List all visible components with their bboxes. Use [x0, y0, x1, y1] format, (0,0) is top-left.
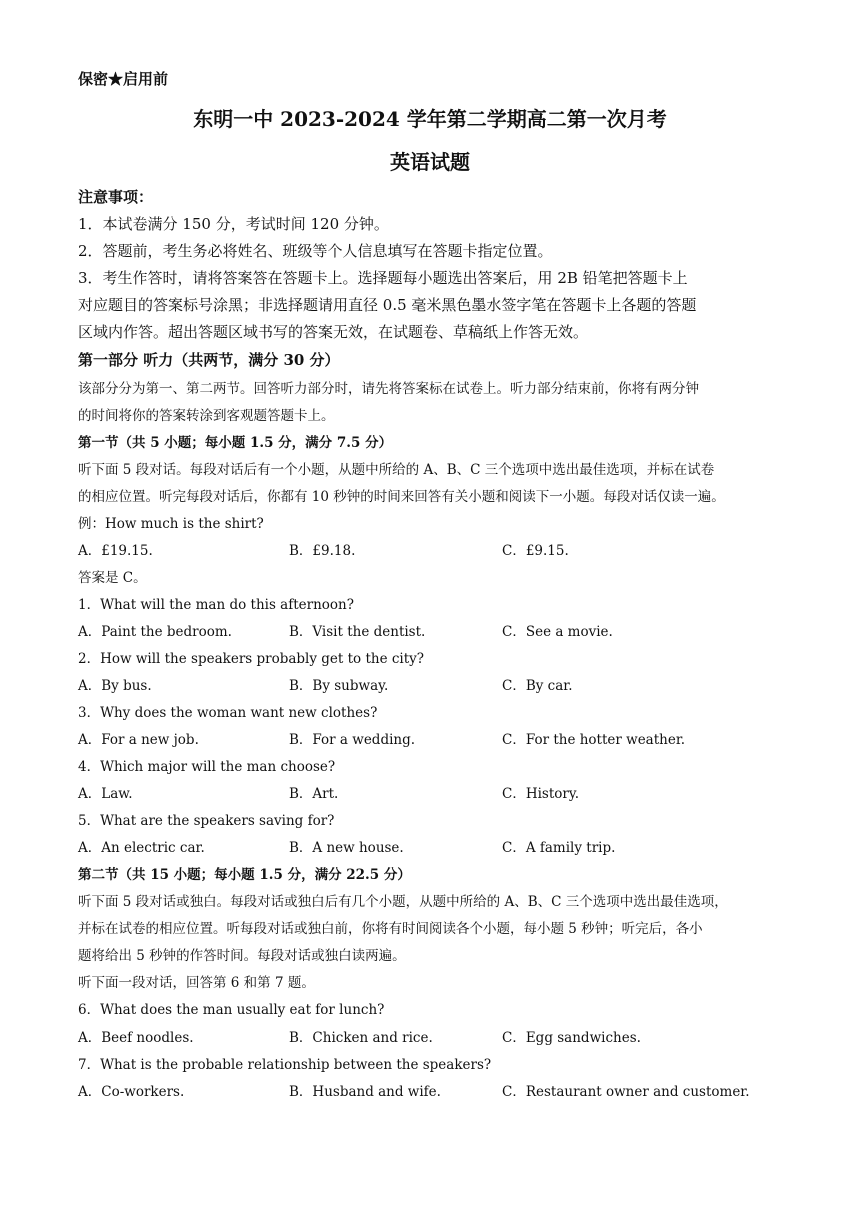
question-2-options: [78, 674, 798, 694]
section2-intro: 听下面 5 段对话或独白。每段对话或独白后有几个小题，从题中所给的 A、B、C 三个选项中选出最佳选项，: [78, 894, 728, 910]
question-3: 3．Why does the woman want new clothes?: [78, 705, 378, 721]
option-a: A．Law.: [78, 786, 133, 802]
confidential-mark: 保密★启用前: [78, 70, 169, 88]
option-b: B．Art.: [289, 786, 339, 802]
option-a: A．Co-workers.: [78, 1084, 185, 1100]
notice-line: 对应题目的答案标号涂黑；非选择题请用直径 0.5 毫米黑色墨水签字笔在答题卡上各题的答题: [78, 296, 697, 314]
option-c: C．By car.: [502, 678, 573, 694]
option-a: A．For a new job.: [78, 732, 199, 748]
option-a: A．By bus.: [78, 678, 152, 694]
section2-intro: 并标在试卷的相应位置。听每段对话或独白前，你将有时间阅读各个小题，每小题 5 秒钟；听完后，各小: [78, 921, 703, 937]
example-question: 例：How much is the shirt?: [78, 516, 264, 532]
question-2: 2．How will the speakers probably get to the city?: [78, 651, 425, 667]
part1-intro: 的时间将你的答案转涂到客观题答题卡上。: [78, 408, 335, 424]
option-b: B．A new house.: [289, 840, 404, 856]
option-b: B．£9.18.: [289, 543, 356, 559]
part1-intro: 该部分分为第一、第二两节。回答听力部分时，请先将答案标在试卷上。听力部分结束前，你将有两分钟: [78, 381, 699, 397]
exam-title: 东明一中 2023-2024 学年第二学期高二第一次月考: [193, 107, 667, 131]
option-b: B．For a wedding.: [289, 732, 416, 748]
option-b: B．Visit the dentist.: [289, 624, 426, 640]
example-options: [78, 539, 798, 559]
option-c: C．For the hotter weather.: [502, 732, 686, 748]
option-c: C．£9.15.: [502, 543, 569, 559]
question-6: 6．What does the man usually eat for lunch?: [78, 1002, 385, 1018]
notice-line: 3．考生作答时，请将答案答在答题卡上。选择题每小题选出答案后，用 2B 铅笔把答题卡上: [78, 269, 688, 287]
question-4: 4．Which major will the man choose?: [78, 759, 336, 775]
section2-intro: 题将给出 5 秒钟的作答时间。每段对话或独白读两遍。: [78, 948, 406, 964]
question-3-options: [78, 728, 798, 748]
exam-subtitle: 英语试题: [390, 150, 470, 174]
question-7-options: [78, 1080, 798, 1100]
section2-heading: 第二节（共 15 小题；每小题 1.5 分，满分 22.5 分）: [78, 867, 411, 883]
option-b: B．By subway.: [289, 678, 389, 694]
section1-heading: 第一节（共 5 小题；每小题 1.5 分，满分 7.5 分）: [78, 435, 393, 451]
option-a: A．Paint the bedroom.: [78, 624, 232, 640]
option-c: C．History.: [502, 786, 579, 802]
question-1-options: [78, 620, 798, 640]
option-c: C．See a movie.: [502, 624, 613, 640]
option-c: C．Egg sandwiches.: [502, 1030, 641, 1046]
example-answer: 答案是 C。: [78, 570, 147, 586]
notice-line: 1．本试卷满分 150 分，考试时间 120 分钟。: [78, 215, 389, 233]
option-c: C．A family trip.: [502, 840, 616, 856]
part1-heading: 第一部分 听力（共两节，满分 30 分）: [78, 351, 340, 369]
question-6-options: [78, 1026, 798, 1046]
section2-lead: 听下面一段对话，回答第 6 和第 7 题。: [78, 975, 315, 991]
question-7: 7．What is the probable relationship between the speakers?: [78, 1057, 492, 1073]
section1-intro: 听下面 5 段对话。每段对话后有一个小题，从题中所给的 A、B、C 三个选项中选出最佳选项，并标在试卷: [78, 462, 715, 478]
option-b: B．Chicken and rice.: [289, 1030, 433, 1046]
question-5-options: [78, 836, 798, 856]
option-a: A．An electric car.: [78, 840, 205, 856]
notice-line: 区域内作答。超出答题区域书写的答案无效，在试题卷、草稿纸上作答无效。: [78, 323, 589, 341]
notice-heading: 注意事项：: [78, 188, 154, 206]
section1-intro: 的相应位置。听完每段对话后，你都有 10 秒钟的时间来回答有关小题和阅读下一小题。每段对话仅读一遍。: [78, 489, 725, 505]
option-a: A．Beef noodles.: [78, 1030, 194, 1046]
option-b: B．Husband and wife.: [289, 1084, 441, 1100]
option-c: C．Restaurant owner and customer.: [502, 1084, 750, 1100]
option-a: A．£19.15.: [78, 543, 153, 559]
question-1: 1．What will the man do this afternoon?: [78, 597, 354, 613]
question-4-options: [78, 782, 798, 802]
notice-line: 2．答题前，考生务必将姓名、班级等个人信息填写在答题卡指定位置。: [78, 242, 553, 260]
question-5: 5．What are the speakers saving for?: [78, 813, 335, 829]
